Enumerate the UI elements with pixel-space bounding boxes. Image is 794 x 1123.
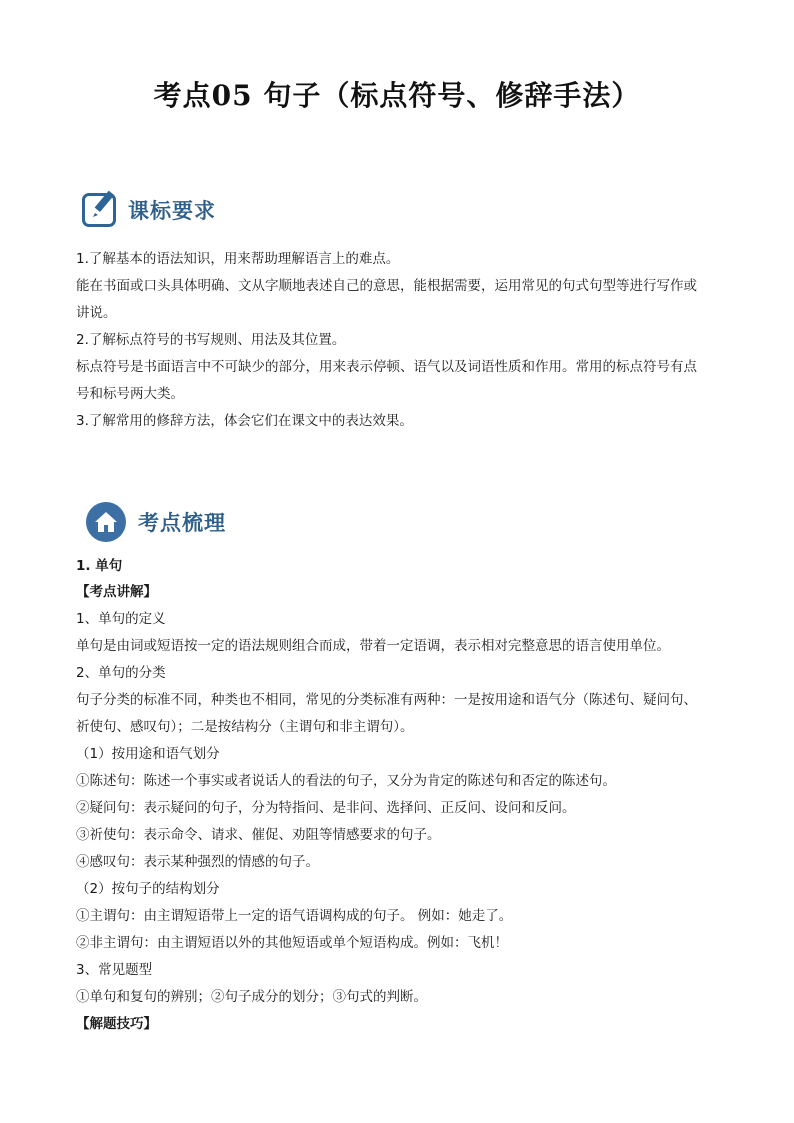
- paragraph-line: ①主谓句：由主谓短语带上一定的语气语调构成的句子。 例如：她走了。: [76, 908, 513, 924]
- heading-line: 【考点讲解】: [76, 584, 157, 600]
- paragraph-line: 标点符号是书面语言中不可缺少的部分，用来表示停顿、语气以及词语性质和作用。常用的标点符号有点: [76, 359, 697, 375]
- paragraph-line: 1.了解基本的语法知识，用来帮助理解语言上的难点。: [76, 251, 400, 267]
- paragraph-line: 2.了解标点符号的书写规则、用法及其位置。: [76, 332, 346, 348]
- edit-icon: [82, 193, 116, 227]
- paragraph-line: 2、单句的分类: [76, 665, 166, 681]
- paragraph-line: ②非主谓句：由主谓短语以外的其他短语或单个短语构成。例如：飞机！: [76, 935, 508, 951]
- heading-line: 1. 单句: [76, 558, 123, 574]
- paragraph-line: 1、单句的定义: [76, 611, 166, 627]
- paragraph-line: ①陈述句：陈述一个事实或者说话人的看法的句子，又分为肯定的陈述句和否定的陈述句。: [76, 773, 616, 789]
- paragraph-line: 祈使句、感叹句）；二是按结构分（主谓句和非主谓句）。: [76, 719, 414, 735]
- paragraph-line: 单句是由词或短语按一定的语法规则组合而成，带着一定语调，表示相对完整意思的语言使用单位。: [76, 638, 670, 654]
- home-icon: [86, 502, 126, 542]
- page-title: 考点05 句子（标点符号、修辞手法）: [153, 79, 641, 112]
- paragraph-line: 3.了解常用的修辞方法，体会它们在课文中的表达效果。: [76, 413, 413, 429]
- heading-line: 【解题技巧】: [76, 1016, 157, 1032]
- paragraph-line: ③祈使句：表示命令、请求、催促、劝阻等情感要求的句子。: [76, 827, 441, 843]
- section-header-key-points: [86, 502, 226, 542]
- paragraph-line: ②疑问句：表示疑问的句子，分为特指问、是非问、选择问、正反问、设问和反问。: [76, 800, 576, 816]
- section-title-key-points: 考点梳理: [138, 510, 226, 535]
- paragraph-line: （1）按用途和语气划分: [76, 746, 220, 762]
- paragraph-line: ①单句和复句的辨别；②句子成分的划分；③句式的判断。: [76, 989, 427, 1005]
- paragraph-line: 3、常见题型: [76, 962, 153, 978]
- section-title-curriculum: 课标要求: [128, 198, 216, 223]
- paragraph-line: ④感叹句：表示某种强烈的情感的句子。: [76, 854, 319, 870]
- paragraph-line: 句子分类的标准不同，种类也不相同，常见的分类标准有两种：一是按用途和语气分（陈述句、疑问句、: [76, 692, 697, 708]
- paragraph-line: 讲说。: [76, 305, 117, 321]
- paragraph-line: （2）按句子的结构划分: [76, 881, 220, 897]
- paragraph-line: 能在书面或口头具体明确、文从字顺地表述自己的意思，能根据需要，运用常见的句式句型等进行写作或: [76, 278, 697, 294]
- section-header-curriculum: [82, 193, 216, 227]
- paragraph-line: 号和标号两大类。: [76, 386, 184, 402]
